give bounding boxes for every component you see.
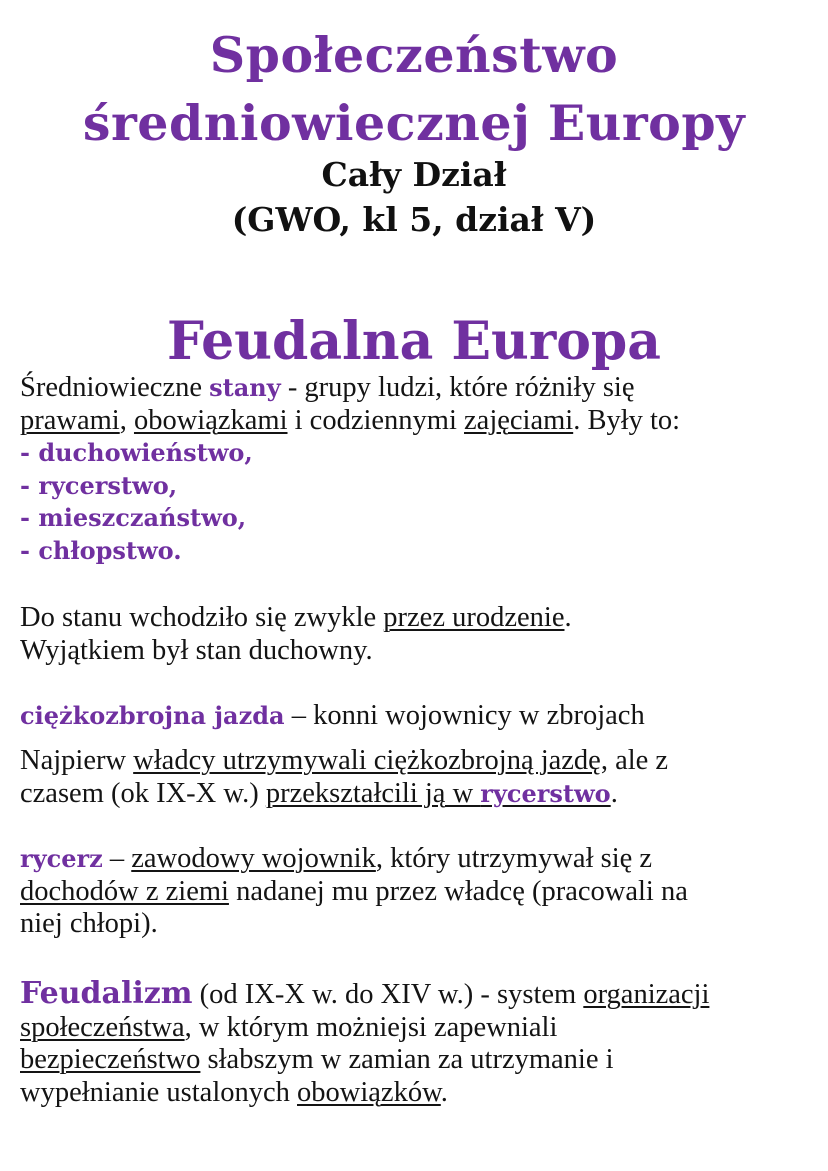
text-line [20, 700, 820, 733]
text-line [20, 843, 820, 876]
text-line [20, 745, 820, 778]
text: – konni wojownicy w zbrojach [284, 700, 645, 731]
text: nadanej mu przez władcę (pracowali na [228, 875, 688, 907]
text: . Były to: [573, 404, 681, 436]
text-line [20, 1077, 820, 1110]
paragraph-jazda [20, 700, 820, 733]
underlined-text: społeczeństwa [20, 1011, 185, 1043]
text: słabszym w zamian za utrzymanie i [200, 1044, 614, 1075]
paragraph-urodzenie [20, 602, 820, 667]
text: - grupy ludzi, które różniły się [280, 372, 635, 403]
underlined-text: władcy utrzymywali ciężkozbrojną jazdę [133, 745, 601, 776]
underlined-text: obowiązkami [133, 404, 288, 436]
underlined-text: przez urodzenie [383, 602, 565, 633]
text: (od IX-X w. do XIV w.) - system [192, 979, 584, 1010]
text: Średniowieczne [20, 372, 210, 403]
text: . [610, 777, 618, 809]
term-feudalizm: Feudalizm [20, 976, 193, 1011]
text: czasem (ok IX-X w.) [20, 777, 266, 809]
text: , który utrzymywał się z [375, 843, 653, 874]
term-jazda: ciężkozbrojna jazda [20, 701, 285, 730]
paragraph-feudalizm [20, 978, 820, 1109]
section-title: Feudalna Europa [167, 311, 661, 372]
underlined-text: zajęciami [464, 404, 574, 436]
text: . [440, 1076, 448, 1108]
paragraph-stany [20, 372, 820, 567]
text: , ale z [600, 745, 669, 776]
text-line [20, 1044, 820, 1077]
text-line [20, 778, 820, 811]
text-line: Wyjątkiem był stan duchowny. [20, 634, 373, 666]
text: , w którym możniejsi zapewniali [184, 1011, 558, 1043]
text: przekształcili ją w [265, 777, 481, 809]
term-stany: stany [209, 373, 281, 402]
underlined-text: obowiązków [297, 1076, 441, 1108]
page-title-line2: średniowiecznej Europy [82, 94, 746, 152]
subtitle-line2: (GWO, kl 5, dział V) [231, 200, 597, 239]
paragraph-wladcy [20, 745, 820, 810]
text: , [119, 404, 134, 436]
text-line [20, 405, 820, 438]
list-item: - mieszczaństwo, [20, 503, 247, 532]
text-line [20, 978, 820, 1012]
text: . [564, 602, 572, 633]
text-line [20, 602, 820, 635]
text: wypełnianie ustalonych [20, 1076, 298, 1108]
text-line [20, 876, 820, 909]
text: i codziennymi [287, 404, 465, 436]
underlined-text: bezpieczeństwo [20, 1044, 201, 1075]
paragraph-rycerz [20, 843, 820, 941]
page-title-line1: Społeczeństwo [209, 26, 619, 84]
text-line [20, 372, 820, 405]
underlined-text: prawami [20, 404, 120, 436]
list-item: - chłopstwo. [20, 535, 182, 565]
text: – [102, 843, 132, 874]
text: Najpierw [20, 745, 134, 776]
underlined-text [266, 778, 611, 809]
subtitle-line1: Cały Dział [321, 155, 507, 194]
underlined-text: dochodów z ziemi [20, 875, 229, 907]
list-item: - duchowieństwo, [20, 438, 253, 467]
term-rycerstwo: rycerstwo [480, 778, 611, 808]
term-rycerz: rycerz [20, 844, 103, 873]
text-line: niej chłopi). [20, 908, 158, 939]
underlined-text: zawodowy wojownik [131, 843, 376, 874]
list-item: - rycerstwo, [20, 470, 178, 500]
text: Do stanu wchodziło się zwykle [20, 602, 384, 633]
text-line [20, 1012, 820, 1045]
underlined-text: organizacji [583, 979, 710, 1010]
